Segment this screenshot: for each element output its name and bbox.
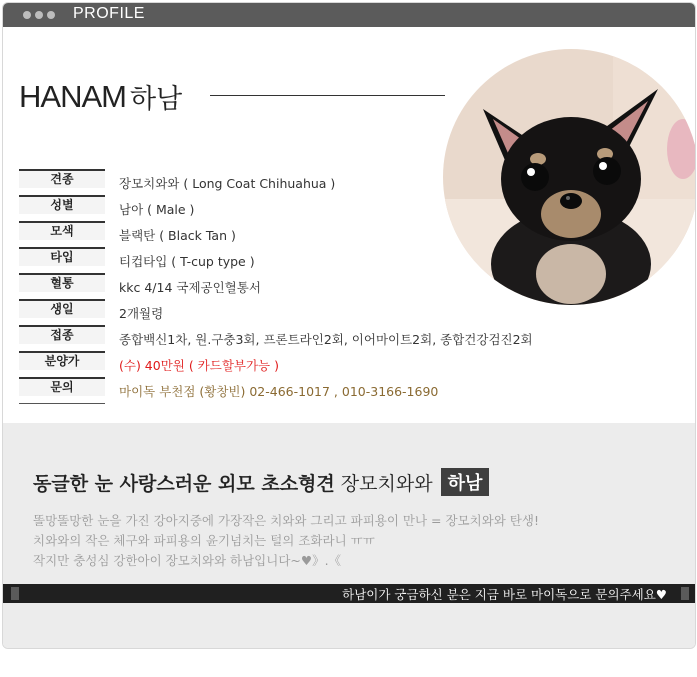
contact-value: 마이독 부천점 (황창빈) 02-466-1017 , 010-3166-1690	[119, 384, 439, 399]
profile-card	[2, 2, 696, 649]
inquiry-banner	[3, 584, 695, 603]
profile-label: PROFILE	[73, 5, 145, 22]
dog-photo	[443, 49, 696, 305]
info-label: 생일	[19, 299, 105, 318]
info-value: 티컵타입 ( T-cup type )	[119, 254, 255, 269]
profile-header-bar	[3, 3, 695, 27]
info-label: 혈통	[19, 273, 105, 292]
info-value: 남아 ( Male )	[119, 202, 195, 217]
info-value: kkc 4/14 국제공인혈통서	[119, 280, 261, 295]
title-divider	[210, 95, 445, 96]
headline-bold: 동글한 눈 사랑스러운 외모 초소형견	[33, 472, 335, 495]
info-label: 성별	[19, 195, 105, 214]
info-value: 2개월령	[119, 306, 164, 321]
info-label: 타입	[19, 247, 105, 266]
dog-name-ko: 하남	[129, 84, 183, 115]
info-label: 모색	[19, 221, 105, 240]
info-label: 분양가	[19, 351, 105, 370]
headline-name-badge: 하남	[441, 468, 490, 496]
promo-line: 작지만 충성심 강한아이 장모치와와 하남입니다~♥》.《	[33, 553, 342, 568]
info-label: 견종	[19, 169, 105, 188]
inquiry-text: 하남이가 궁금하신 분은 지금 바로 마이독으로 문의주세요♥	[342, 587, 667, 602]
info-label: 문의	[19, 377, 105, 396]
price-value: (수) 40만원 ( 카드할부가능 )	[119, 358, 279, 373]
dog-name-en: HANAM	[19, 78, 126, 114]
info-value: 종합백신1차, 원.구충3회, 프론트라인2회, 이어마이트2회, 종합건강검진2회	[119, 332, 533, 347]
banner-left-mark	[11, 587, 19, 600]
dog-name	[19, 77, 182, 116]
info-value: 블랙탄 ( Black Tan )	[119, 228, 236, 243]
promo-line: 똘망똘망한 눈을 가진 강아지중에 가장작은 치와와 그리고 파피용이 만나 = 장모치와와 탄생!	[33, 513, 539, 528]
table-bottom-line	[19, 403, 105, 404]
promo-description	[33, 511, 539, 571]
promo-headline	[33, 468, 489, 496]
info-label: 접종	[19, 325, 105, 344]
header-dots-icon	[23, 11, 55, 19]
promo-line: 치와와의 작은 체구와 파피용의 윤기넘치는 털의 조화라니 ㅠㅠ	[33, 533, 375, 548]
info-value: 장모치와와 ( Long Coat Chihuahua )	[119, 176, 336, 191]
banner-right-mark	[681, 587, 689, 600]
headline-breed: 장모치와와	[340, 472, 433, 495]
